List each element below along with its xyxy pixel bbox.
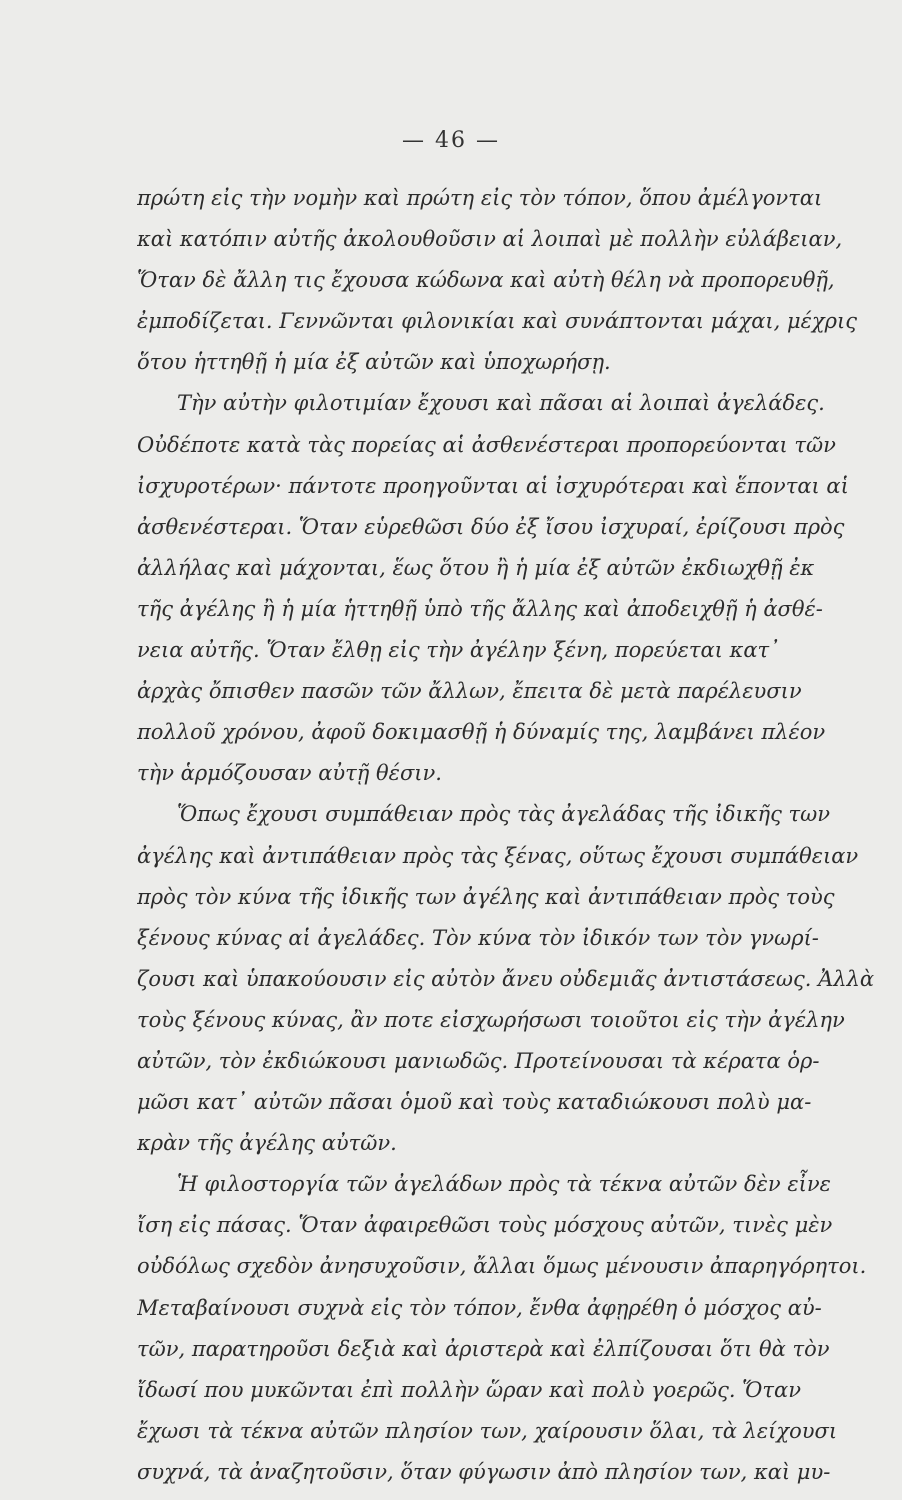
body-text [137,178,897,1493]
text-line: ἴση εἰς πάσας. Ὅταν ἀφαιρεθῶσι τοὺς μόσχους αὐτῶν, τινὲς μὲν [137,1213,833,1238]
text-line: ἀσθενέστεραι. Ὅταν εὑρεθῶσι δύο ἐξ ἴσου ἰσχυραί, ἐρίζουσι πρὸς [137,514,845,539]
text-line: πρώτη εἰς τὴν νομὴν καὶ πρώτη εἰς τὸν τόπον, ὅπου ἀμέλγονται [137,186,823,210]
text-line: ξένους κύνας αἱ ἀγελάδες. Τὸν κύνα τὸν ἰδικόν των τὸν γνωρί- [137,925,819,950]
text-line: οὐδόλως σχεδὸν ἀνησυχοῦσιν, ἄλλαι ὅμως μένουσιν ἀπαρηγόρητοι. [137,1254,867,1279]
text-line: τοὺς ξένους κύνας, ἂν ποτε εἰσχωρήσωσι τοιοῦτοι εἰς τὴν ἀγέλην [137,1007,845,1032]
text-line: μῶσι κατ᾽ αὐτῶν πᾶσαι ὁμοῦ καὶ τοὺς καταδιώκουσι πολὺ μα- [137,1090,812,1115]
text-line: ἔχωσι τὰ τέκνα αὐτῶν πλησίον των, χαίρουσιν ὅλαι, τὰ λείχουσι [137,1418,838,1443]
paragraph-start-line: Ἡ φιλοστοργία τῶν ἀγελάδων πρὸς τὰ τέκνα αὐτῶν δὲν εἶνε [177,1172,831,1197]
text-line: πολλοῦ χρόνου, ἀφοῦ δοκιμασθῇ ἡ δύναμίς της, λαμβάνει πλέον [137,720,826,745]
text-line: ζουσι καὶ ὑπακούουσιν εἰς αὐτὸν ἄνευ οὐδεμιᾶς ἀντιστάσεως. Ἀλλὰ [137,966,875,991]
text-line: ἀλλήλας καὶ μάχονται, ἕως ὅτου ἢ ἡ μία ἐξ αὐτῶν ἐκδιωχθῇ ἐκ [137,555,815,580]
text-line: κρὰν τῆς ἀγέλης αὐτῶν. [137,1131,397,1156]
text-line: συχνά, τὰ ἀναζητοῦσιν, ὅταν φύγωσιν ἀπὸ πλησίον των, καὶ μυ- [137,1459,831,1484]
text-line: ἐμποδίζεται. Γεννῶνται φιλονικίαι καὶ συνάπτονται μάχαι, μέχρις [137,309,857,334]
paragraph-start-line: Τὴν αὐτὴν φιλοτιμίαν ἔχουσι καὶ πᾶσαι αἱ λοιπαὶ ἀγελάδες. [177,391,825,416]
text-line: τῶν, παρατηροῦσι δεξιὰ καὶ ἀριστερὰ καὶ ἐλπίζουσαι ὅτι θὰ τὸν [137,1336,830,1361]
text-line: ἀρχὰς ὄπισθεν πασῶν τῶν ἄλλων, ἔπειτα δὲ μετὰ παρέλευσιν [137,679,802,704]
text-line: νεια αὐτῆς. Ὅταν ἔλθῃ εἰς τὴν ἀγέλην ξένη, πορεύεται κατ᾽ [137,638,780,663]
text-line: αὐτῶν, τὸν ἐκδιώκουσι μανιωδῶς. Προτείνουσαι τὰ κέρατα ὁρ- [137,1048,820,1073]
text-line: ὅτου ἡττηθῇ ἡ μία ἐξ αὐτῶν καὶ ὑποχωρήσῃ. [137,350,611,375]
text-line: ἀγέλης καὶ ἀντιπάθειαν πρὸς τὰς ξένας, οὕτως ἔχουσι συμπάθειαν [137,843,859,868]
paragraph-start-line: Ὅπως ἔχουσι συμπάθειαν πρὸς τὰς ἀγελάδας τῆς ἰδικῆς των [177,802,831,827]
text-line: Μεταβαίνουσι συχνὰ εἰς τὸν τόπον, ἔνθα ἀφῃρέθη ὁ μόσχος αὐ- [137,1295,822,1320]
text-line: Ὅταν δὲ ἄλλη τις ἔχουσα κώδωνα καὶ αὐτὴ θέλη νὰ προπορευθῇ, [137,268,835,293]
text-line: τὴν ἁρμόζουσαν αὐτῇ θέσιν. [137,761,442,786]
text-line: τῆς ἀγέλης ἢ ἡ μία ἡττηθῇ ὑπὸ τῆς ἄλλης καὶ ἀποδειχθῇ ἡ ἀσθέ- [137,596,823,621]
text-line: ἴδωσί που μυκῶνται ἐπὶ πολλὴν ὥραν καὶ πολὺ γοερῶς. Ὅταν [137,1377,801,1402]
page-number: — 46 — [402,128,500,153]
text-line: πρὸς τὸν κύνα τῆς ἰδικῆς των ἀγέλης καὶ ἀντιπάθειαν πρὸς τοὺς [137,884,835,909]
text-line: καὶ κατόπιν αὐτῆς ἀκολουθοῦσιν αἱ λοιπαὶ μὲ πολλὴν εὐλάβειαν, [137,227,843,252]
text-line: Οὐδέποτε κατὰ τὰς πορείας αἱ ἀσθενέστεραι προπορεύονται τῶν [137,432,836,457]
text-line: ἰσχυροτέρων· πάντοτε προηγοῦνται αἱ ἰσχυρότεραι καὶ ἕπονται αἱ [137,473,849,498]
